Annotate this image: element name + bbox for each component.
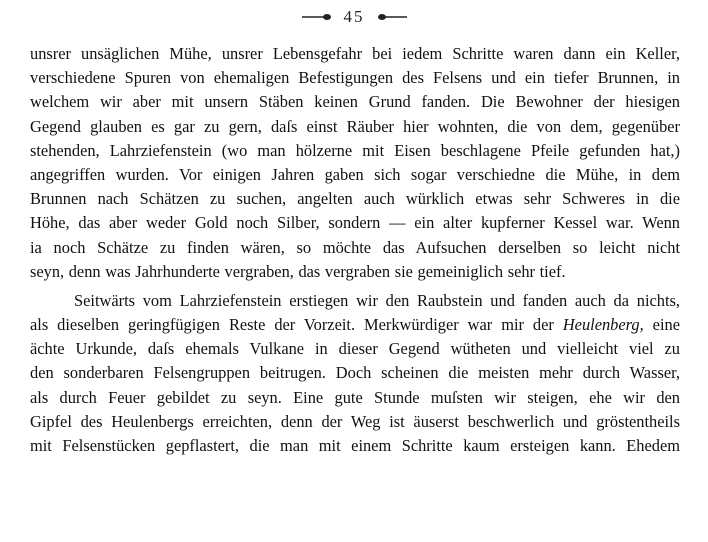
text-line: als durch Feuer gebildet zu seyn. Eine gute Stunde muſsten wir steigen, ehe wir den [30, 387, 680, 407]
text-line: welchem wir aber mit unsern Stäben keinen Grund fanden. Die Bewohner der hiesigen [30, 92, 680, 112]
text-line: den sonderbaren Felsengruppen beitrugen. Doch scheinen die meisten mehr durch Wasser, [30, 363, 680, 383]
text-line: Gipfel des Heulenbergs erreichten, denn der Weg ist äuserst beschwerlich und gröstentheils [30, 411, 680, 431]
text-line: ia noch Schätze zu finden wären, so möchte das Aufsuchen derselben so leicht nicht [30, 237, 680, 257]
emphasized-word: Heulenberg, [562, 315, 644, 335]
left-ornament-icon [302, 13, 332, 21]
text-line: Brunnen nach Schätzen zu suchen, angelten auch würklich etwas sehr Schweres in die [30, 189, 680, 209]
right-ornament-icon [377, 13, 407, 21]
text-line: Gegend glauben es gar zu gern, daſs einst Räuber hier wohnten, die von dem, gegenüber [30, 116, 680, 136]
text-line-with-emphasis [30, 313, 680, 337]
page-header [0, 6, 708, 28]
page-number: 45 [343, 7, 365, 26]
text-segment: als dieselben geringfügigen Reste der Vorzeit. Merkwürdiger war mir der [30, 315, 554, 335]
text-segment: eine [652, 315, 680, 335]
text-line: angegriffen wurden. Vor einigen Jahren gaben sich sogar verschiedne die Mühe, in dem [30, 164, 680, 184]
text-line: verschiedene Spuren von ehemaligen Befestigungen des Felsens und ein tiefer Brunnen, in [30, 68, 680, 88]
text-line: unsrer unsäglichen Mühe, unsrer Lebensgefahr bei iedem Schritte waren dann ein Keller, [30, 44, 680, 63]
text-line: stehenden, Lahrziefenstein (wo man hölzerne mit Eisen beschlagene Pfeile gefunden hat,) [30, 140, 680, 160]
paragraph-first-line: Seitwärts vom Lahrziefenstein erstiegen wir den Raubstein und fanden auch da nichts, [74, 290, 680, 310]
text-line: mit Felsenstücken gepflastert, die man mit einem Schritte kaum ersteigen kann. Ehedem [30, 436, 680, 455]
text-line: seyn, denn was Jahrhunderte vergraben, das vergraben sie gemeiniglich sehr tief. [30, 261, 566, 281]
text-line: ächte Urkunde, daſs ehemals Vulkane in dieser Gegend wütheten und vielleicht viel zu [30, 339, 680, 359]
text-body [30, 42, 680, 458]
text-line: Höhe, das aber weder Gold noch Silber, sondern — ein alter kupferner Kessel war. Wenn [30, 213, 680, 233]
